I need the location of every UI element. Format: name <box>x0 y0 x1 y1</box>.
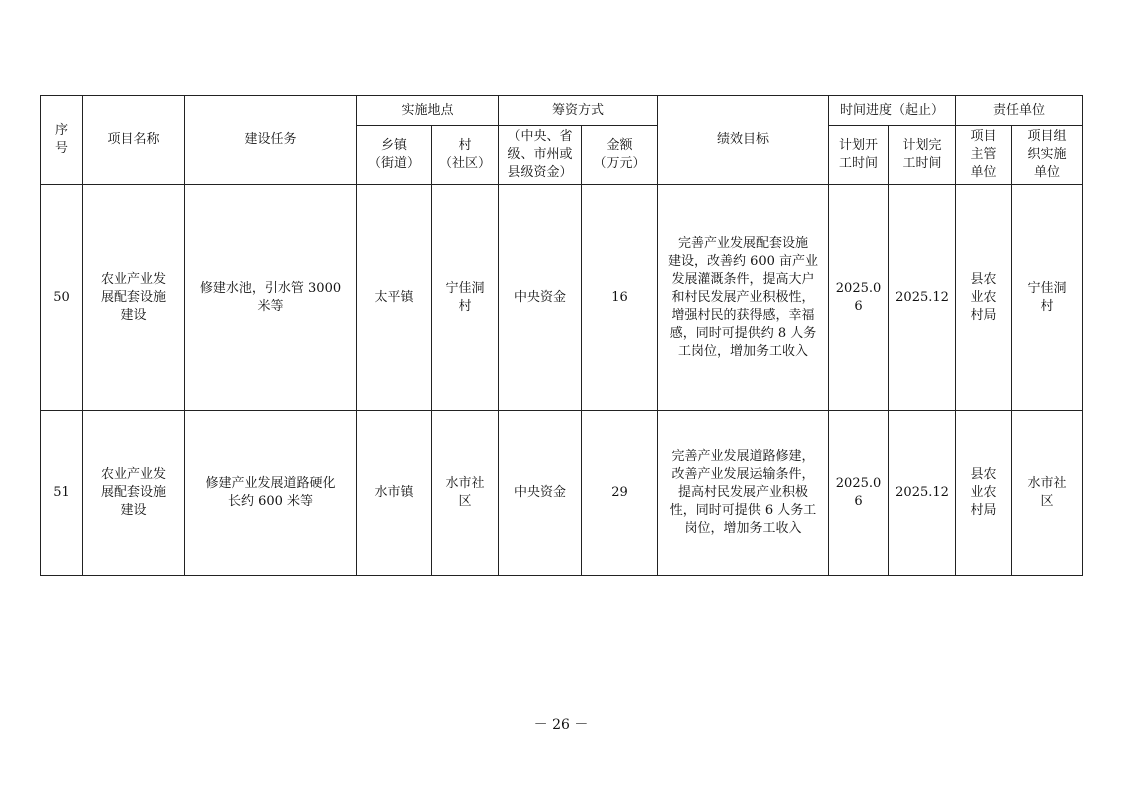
cell-village: 宁佳洞 村 <box>432 185 499 411</box>
cell-amount: 16 <box>582 185 658 411</box>
table-row <box>41 411 1083 576</box>
cell-fund-source: 中央资金 <box>499 185 582 411</box>
header-construction-task: 建设任务 <box>185 96 357 185</box>
cell-end: 2025.12 <box>889 411 956 576</box>
header-implementer: 项目组 织实施 单位 <box>1012 126 1083 185</box>
cell-task: 修建产业发展道路硬化 长约 600 米等 <box>185 411 357 576</box>
table-row <box>41 185 1083 411</box>
cell-supervisor: 县农 业农 村局 <box>956 411 1012 576</box>
cell-fund-source: 中央资金 <box>499 411 582 576</box>
cell-end: 2025.12 <box>889 185 956 411</box>
cell-supervisor: 县农 业农 村局 <box>956 185 1012 411</box>
cell-project-name: 农业产业发 展配套设施 建设 <box>83 411 185 576</box>
header-start: 计划开 工时间 <box>829 126 889 185</box>
cell-town: 太平镇 <box>357 185 432 411</box>
header-supervisor: 项目 主管 单位 <box>956 126 1012 185</box>
cell-village: 水市社 区 <box>432 411 499 576</box>
header-schedule: 时间进度（起止） <box>829 96 956 126</box>
cell-town: 水市镇 <box>357 411 432 576</box>
header-responsible: 责任单位 <box>956 96 1083 126</box>
header-fund-source: （中央、省 级、市州或 县级资金） <box>499 126 582 185</box>
cell-implementer: 水市社 区 <box>1012 411 1083 576</box>
header-location: 实施地点 <box>357 96 499 126</box>
cell-task: 修建水池，引水管 3000 米等 <box>185 185 357 411</box>
project-table <box>40 95 1083 576</box>
header-funding: 筹资方式 <box>499 96 658 126</box>
header-performance: 绩效目标 <box>658 96 829 185</box>
cell-implementer: 宁佳洞 村 <box>1012 185 1083 411</box>
cell-seq: 51 <box>41 411 83 576</box>
header-seq: 序 号 <box>41 96 83 185</box>
header-amount: 金额 （万元） <box>582 126 658 185</box>
cell-seq: 50 <box>41 185 83 411</box>
cell-start: 2025.0 6 <box>829 411 889 576</box>
cell-performance: 完善产业发展配套设施 建设，改善约 600 亩产业 发展灌溉条件，提高大户 和村民发展产业积极性， 增强村民的获得感，幸福 感，同时可提供约 8 人务 工岗位，增加务工收入 <box>658 185 829 411</box>
header-project-name: 项目名称 <box>83 96 185 185</box>
cell-start: 2025.0 6 <box>829 185 889 411</box>
header-end: 计划完 工时间 <box>889 126 956 185</box>
header-town: 乡镇 （街道） <box>357 126 432 185</box>
header-row-1 <box>41 96 1083 126</box>
cell-performance: 完善产业发展道路修建， 改善产业发展运输条件， 提高村民发展产业积极 性，同时可提供 6 人务工 岗位，增加务工收入 <box>658 411 829 576</box>
header-village: 村 （社区） <box>432 126 499 185</box>
cell-project-name: 农业产业发 展配套设施 建设 <box>83 185 185 411</box>
page-number: － 26 － <box>533 717 589 733</box>
cell-amount: 29 <box>582 411 658 576</box>
